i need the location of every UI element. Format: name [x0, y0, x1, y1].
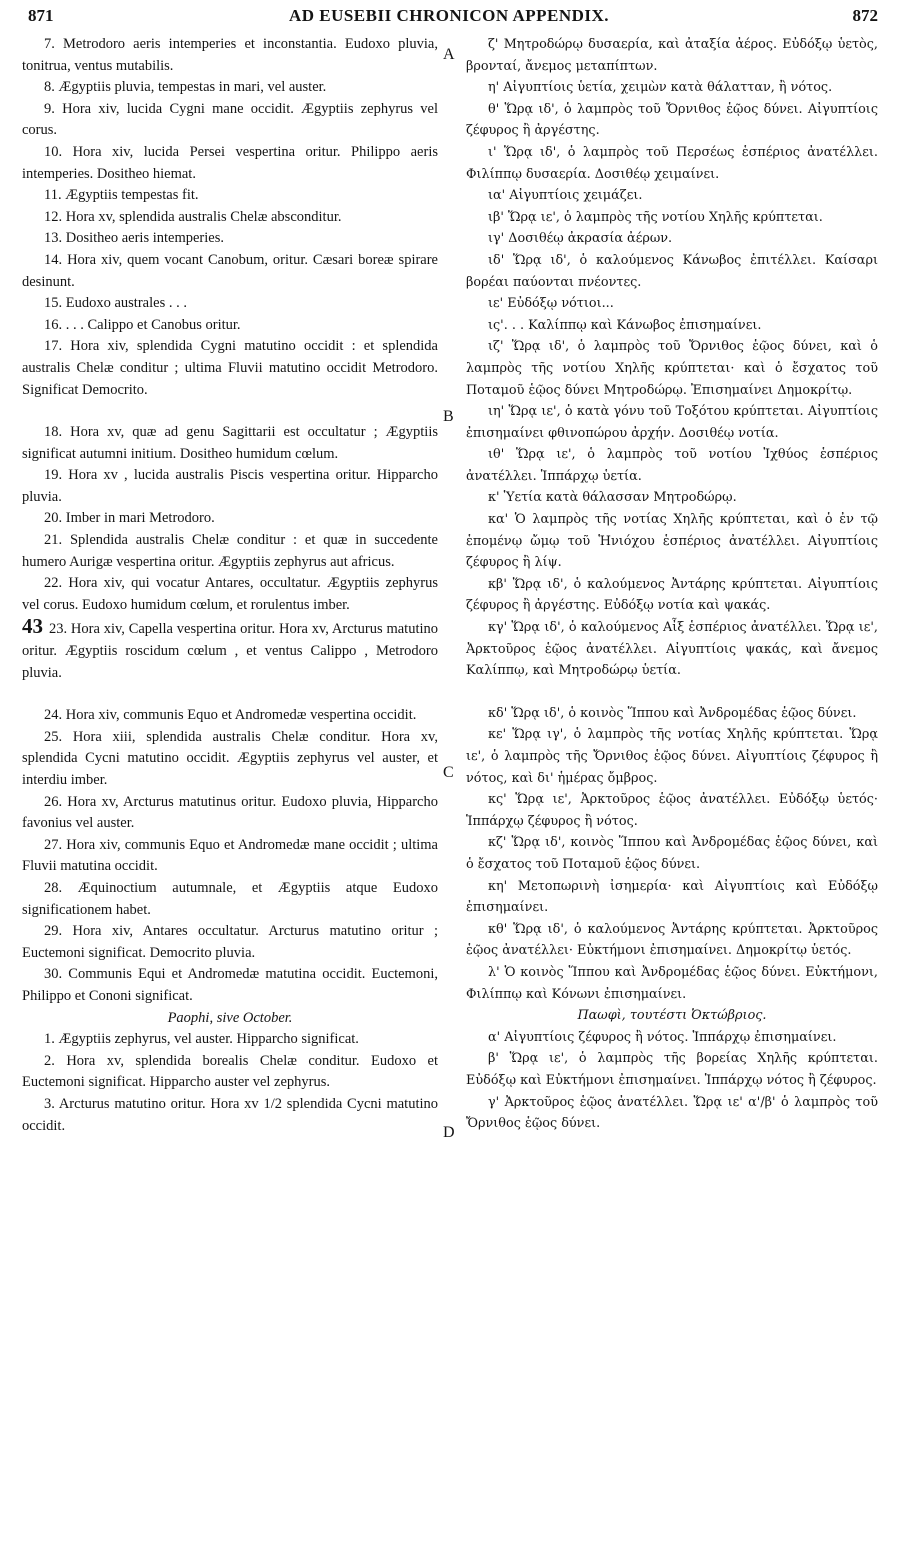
latin-entry: 17. Hora xiv, splendida Cygni matutino occidit : et splendida australis Chelæ conditur ; ultima Fluvii matutino occidit Metrodoro. Significat Democrito. [22, 338, 438, 398]
latin-entry: 26. Hora xv, Arcturus matutinus oritur. Eudoxo pluvia, Hipparcho favonius vel auster. [22, 793, 438, 832]
greek-entry: ιβ' Ὥρᾳ ιε', ὁ λαμπρὸς τῆς νοτίου Χηλῆς κρύπτεται. [488, 209, 823, 225]
latin-column [22, 34, 438, 1137]
section-marker: 43 [22, 614, 43, 639]
greek-entry: γ' Ἀρκτοῦρος ἑῷος ἀνατέλλει. Ὥρᾳ ιε' α'/β' ὁ λαμπρὸς τοῦ Ὄρνιθος ἑῷος δύνει. [466, 1094, 878, 1132]
greek-entry: ις'. . . Καλίππῳ καὶ Κάνωβος ἐπισημαίνει. [488, 317, 762, 333]
latin-entry: 28. Æquinoctium autumnale, et Ægyptiis atque Eudoxo significationem habet. [22, 879, 438, 918]
latin-entry-text: 23. Hora xiv, Capella vespertina oritur. Hora xv, Arcturus matutino oritur. Ægyptiis roscidum cœlum , et ventus Calippo , Metrodoro pluvia. [22, 621, 438, 681]
latin-entry: 22. Hora xiv, qui vocatur Antares, occultatur. Ægyptiis zephyrus vel corus. Eudoxo humidum cœlum, et rorulentus imber. [22, 575, 438, 613]
greek-entry: ι' Ὥρᾳ ιδ', ὁ λαμπρὸς τοῦ Περσέως ἑσπέριος ἀνατέλλει. Φιλίππῳ δυσαερία. Δοσιθέῳ χειμαίνει. [466, 144, 878, 182]
latin-entry: 18. Hora xv, quæ ad genu Sagittarii est occultatur ; Ægyptiis significat autumni initium. Dositheo humidum cœlum. [22, 424, 438, 462]
greek-entry: κς' Ὥρᾳ ιε', Ἀρκτοῦρος ἑῷος ἀνατέλλει. Εὐδόξῳ ὑετός· Ἱππάρχῳ ζέφυρος ἢ νότος. [466, 792, 878, 829]
latin-entry: 10. Hora xiv, lucida Persei vespertina oritur. Philippo aeris intemperies. Dositheo hiemat. [22, 143, 438, 182]
greek-entry: ιη' Ὥρᾳ ιε', ὁ κατὰ γόνυ τοῦ Τοξότου κρύπτεται. Αἰγυπτίοις ἐπισημαίνει φθινοπώρου ἀρχήν. Δοσιθέῳ νοτία. [466, 404, 878, 441]
margin-letter-b: B [443, 408, 454, 425]
latin-entry: 21. Splendida australis Chelæ conditur : et quæ in succedente humero Aurigæ vespertina oritur. Ægyptiis zephyrus aut africus. [22, 532, 438, 570]
month-heading-latin: Paophi, sive October. [167, 1009, 293, 1026]
greek-entry: κγ' Ὥρᾳ ιδ', ὁ καλούμενος Αἶξ ἑσπέριος ἀνατέλλει. Ὥρᾳ ιε', Ἀρκτοῦρος ἑῷος ἀνατέλλει. Αἰγυπτίοις ψακάς, καὶ ἄνεμος Καλίππῳ, καὶ Μητροδώρῳ ὑετία. [466, 620, 878, 679]
greek-entry: ζ' Μητροδώρῳ δυσαερία, καὶ ἀταξία ἀέρος. Εὐδόξῳ ὑετὸς, βρονταί, ἄνεμος μεταπίπτων. [466, 37, 878, 74]
latin-entry: 29. Hora xiv, Antares occultatur. Arcturus matutino oritur ; Euctemoni significat. Democrito pluvia. [22, 923, 438, 961]
greek-entry: κα' Ὁ λαμπρὸς τῆς νοτίας Χηλῆς κρύπτεται, καὶ ὁ ἐν τῷ ἑπομένῳ ὤμῳ τοῦ Ἡνιόχου ἑσπέριος ἀνατέλλει. Αἰγυπτίοις ζέφυρος ἢ λίψ. [466, 512, 878, 571]
greek-entry: ια' Αἰγυπτίοις χειμάζει. [488, 188, 643, 204]
latin-entry: 25. Hora xiii, splendida australis Chelæ conditur. Hora xv, splendida Cycni matutino occidit. Ægyptiis zephyrus vel auster, et interdiu imber. [22, 728, 438, 788]
latin-entry: 24. Hora xiv, communis Equo et Andromedæ vespertina occidit. [44, 707, 417, 724]
greek-entry: κβ' Ὥρᾳ ιδ', ὁ καλούμενος Ἀντάρης κρύπτεται. Αἰγυπτίοις ζέφυρος ἢ ἀργέστης. Εὐδόξῳ νοτία καὶ ψακάς. [466, 576, 878, 614]
latin-entry: 9. Hora xiv, lucida Cygni mane occidit. Ægyptiis zephyrus vel corus. [22, 100, 438, 139]
greek-entry: κθ' Ὥρᾳ ιδ', ὁ καλούμενος Ἀντάρης κρύπτεται. Ἀρκτοῦρος ἑῷος ἀνατέλλει· Εὐκτήμονι ἐπισημαίνει. Δημοκρίτῳ ὑετός. [466, 921, 878, 959]
latin-entry-23 [22, 616, 438, 684]
latin-entry: 1. Ægyptiis zephyrus, vel auster. Hipparcho significat. [44, 1031, 359, 1048]
greek-entry: θ' Ὥρᾳ ιδ', ὁ λαμπρὸς τοῦ Ὄρνιθος ἑῷος δύνει. Αἰγυπτίοις ζέφυρος ἢ ἀργέστης. [466, 101, 878, 139]
greek-entry: β' Ὥρᾳ ιε', ὁ λαμπρὸς τῆς βορείας Χηλῆς κρύπτεται. Εὐδόξῳ καὶ Εὐκτήμονι ἐπισημαίνει. Ἱππάρχῳ νότος ἢ ζέφυρος. [466, 1051, 878, 1088]
latin-entry: 2. Hora xv, splendida borealis Chelæ conditur. Eudoxo et Euctemoni significat. Hipparcho auster vel zephyrus. [22, 1052, 438, 1091]
margin-letter-d: D [443, 1124, 455, 1141]
greek-entry: ιδ' Ὥρᾳ ιδ', ὁ καλούμενος Κάνωβος ἐπιτέλλει. Καίσαρι βορέαι παύονται πνέοντες. [466, 252, 878, 290]
greek-entry: κη' Μετοπωρινὴ ἰσημερία· καὶ Αἰγυπτίοις καὶ Εὐδόξῳ ἐπισημαίνει. [466, 878, 878, 916]
running-title: AD EUSEBII CHRONICON APPENDIX. [288, 6, 610, 25]
greek-entry: α' Αἰγυπτίοις ζέφυρος ἢ νότος. Ἱππάρχῳ ἐπισημαίνει. [488, 1029, 837, 1045]
margin-letter-a: A [443, 46, 455, 63]
latin-entry: 15. Eudoxo australes . . . [44, 295, 187, 312]
latin-entry: 20. Imber in mari Metrodoro. [44, 510, 215, 527]
margin-letter-c: C [443, 764, 454, 781]
page-number-left: 871 [28, 6, 54, 25]
latin-entry: 7. Metrodoro aeris intemperies et inconstantia. Eudoxo pluvia, tonitrua, ventus mutabilis. [22, 36, 438, 74]
greek-entry: κδ' Ὥρᾳ ιδ', ὁ κοινὸς Ἵππου καὶ Ἀνδρομέδας ἑῷος δύνει. [488, 705, 857, 721]
greek-column [466, 34, 878, 1135]
greek-entry: κζ' Ὥρᾳ ιδ', κοινὸς Ἵππου καὶ Ἀνδρομέδας ἑῷος δύνει, καὶ ὁ ἔσχατος τοῦ Ποταμοῦ ἑῷος δύνει. [466, 835, 878, 872]
greek-entry: η' Αἰγυπτίοις ὑετία, χειμὼν κατὰ θάλατταν, ἢ νότος. [488, 80, 833, 96]
greek-entry: λ' Ὁ κοινὸς Ἵππου καὶ Ἀνδρομέδας ἑῷος δύνει. Εὐκτήμονι, Φιλίππῳ καὶ Κόνωνι ἐπισημαίνει. [466, 964, 878, 1002]
greek-entry: ιθ' Ὥρᾳ ιε', ὁ λαμπρὸς τοῦ νοτίου Ἰχθύος ἑσπέριος ἀνατέλλει. Ἱππάρχῳ ὑετία. [466, 447, 878, 484]
latin-entry: 3. Arcturus matutino oritur. Hora xv 1/2 splendida Cycni matutino occidit. [22, 1095, 438, 1134]
latin-entry: 12. Hora xv, splendida australis Chelæ absconditur. [44, 208, 342, 225]
month-heading-greek: Παωφὶ, τουτέστι Ὀκτώβριος. [577, 1008, 767, 1024]
latin-entry: 13. Dositheo aeris intemperies. [44, 230, 224, 247]
latin-entry: 30. Communis Equi et Andromedæ matutina occidit. Euctemoni, Philippo et Cononi significat. [22, 966, 438, 1004]
page-number-right: 872 [852, 6, 878, 25]
running-header [20, 6, 878, 30]
latin-entry: 19. Hora xv , lucida australis Piscis vespertina oritur. Hipparcho pluvia. [22, 467, 438, 505]
greek-entry: κ' Ὑετία κατὰ θάλασσαν Μητροδώρῳ. [488, 490, 737, 506]
latin-entry: 27. Hora xiv, communis Equo et Andromedæ mane occidit ; ultima Fluvii matutina occidit. [22, 836, 438, 875]
greek-entry: κε' Ὥρᾳ ιγ', ὁ λαμπρὸς τῆς νοτίας Χηλῆς κρύπτεται. Ὥρᾳ ιε', ὁ λαμπρὸς τῆς Ὄρνιθος ἑῷος δύνει. Αἰγυπτίοις ζέφυρος ἢ νότος, καὶ δι' ἡμέρας ὄμβρος. [466, 727, 878, 786]
greek-entry: ιζ' Ὥρᾳ ιδ', ὁ λαμπρὸς τοῦ Ὄρνιθος ἑῷος δύνει, καὶ ὁ λαμπρὸς τῆς νοτίου Χηλῆς κρύπτεται· καὶ ὁ ἔσχατος τοῦ Ποταμοῦ ἑῷος δύνει Μητροδώρῳ. Ἐπισημαίνει Δημοκρίτῳ. [466, 339, 878, 398]
greek-entry: ιε' Εὐδόξῳ νότιοι... [488, 296, 614, 312]
latin-entry: 8. Ægyptiis pluvia, tempestas in mari, vel auster. [44, 79, 327, 96]
latin-entry: 11. Ægyptiis tempestas fit. [44, 187, 199, 204]
latin-entry: 16. . . . Calippo et Canobus oritur. [44, 316, 241, 333]
latin-entry: 14. Hora xiv, quem vocant Canobum, oritur. Cæsari boreæ spirare desinunt. [22, 251, 438, 290]
greek-entry: ιγ' Δοσιθέῳ ἀκρασία ἀέρων. [488, 231, 673, 247]
